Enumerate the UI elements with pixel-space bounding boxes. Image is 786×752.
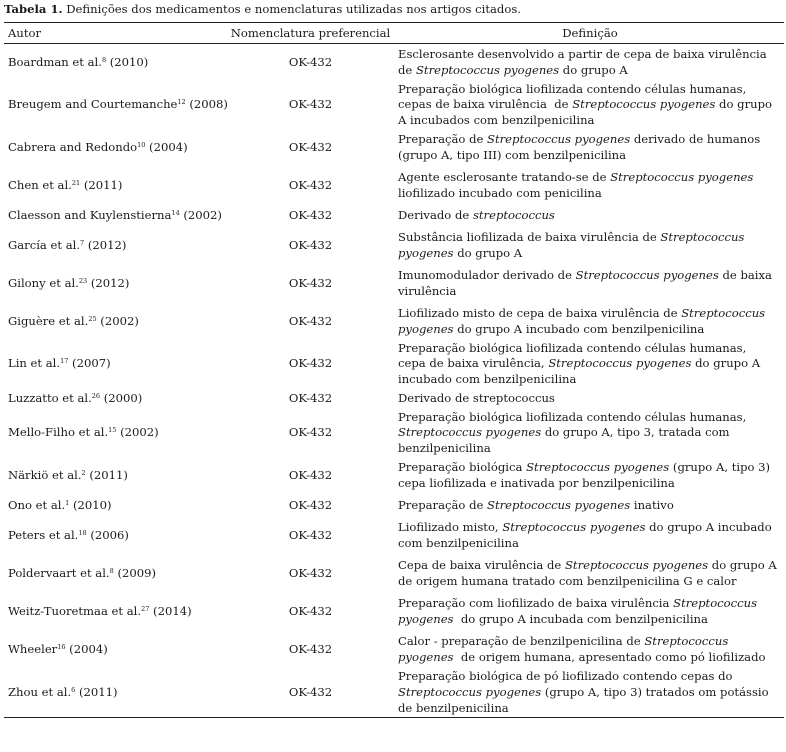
- reference-number: 7: [80, 238, 85, 247]
- autor-name: Claesson and Kuylenstierna: [8, 207, 172, 222]
- definition-text: Liofilizado misto,: [398, 519, 503, 534]
- definition-line: [398, 322, 776, 338]
- definition-text: Preparação biológica liofilizada contendo células humanas,: [398, 409, 747, 424]
- definition-text: cepa liofilizada e inativada por benzilpenicilina: [398, 475, 675, 490]
- definition-line: [398, 113, 776, 129]
- reference-number: 10: [137, 140, 146, 149]
- cell-definicao: [396, 44, 784, 82]
- definition-line: [398, 356, 776, 372]
- definition-text: de benzilpenicilina: [398, 700, 509, 715]
- autor-year: (2009): [113, 565, 157, 580]
- definition-line: [398, 410, 776, 426]
- table-caption-label: Tabela 1.: [4, 2, 63, 16]
- autor-year: (2011): [80, 177, 123, 192]
- definition-text: Preparação biológica: [398, 459, 527, 474]
- autor-name: Giguère et al.: [8, 313, 89, 328]
- definition-text: Preparação de: [398, 131, 488, 146]
- reference-number: 2: [81, 468, 86, 477]
- cell-definicao: [396, 388, 784, 410]
- species-name: Streptococcus: [660, 229, 745, 244]
- reference-number: 21: [71, 178, 81, 187]
- definition-text: virulência: [398, 283, 457, 298]
- cell-autor: [4, 129, 225, 167]
- definition-line: [398, 170, 776, 186]
- cell-nomenclatura: OK-432: [288, 390, 333, 405]
- species-name: Streptococcus: [681, 305, 766, 320]
- definition-text: do grupo A: [708, 557, 777, 572]
- species-name: Streptococcus pyogenes: [610, 169, 754, 184]
- reference-number: 8: [109, 566, 114, 575]
- species-name: Streptococcus pyogenes: [502, 519, 646, 534]
- cell-nomenclatura: OK-432: [288, 603, 333, 618]
- autor-name: Ono et al.: [8, 497, 66, 512]
- cell-autor: [4, 631, 225, 669]
- definition-text: de: [398, 62, 416, 77]
- cell-autor: [4, 227, 225, 265]
- table-row: [4, 341, 784, 388]
- cell-autor: [4, 388, 225, 410]
- cell-definicao: [396, 82, 784, 129]
- definition-line: [398, 230, 776, 246]
- cell-definicao: [396, 517, 784, 555]
- autor-name: Peters et al.: [8, 527, 79, 542]
- autor-year: (2011): [75, 684, 118, 699]
- definition-line: [398, 391, 776, 407]
- definition-text: A incubados com benzilpenicilina: [398, 112, 595, 127]
- cell-definicao: [396, 631, 784, 669]
- species-name: Streptococcus pyogenes: [548, 356, 692, 371]
- table-row: [4, 555, 784, 593]
- species-name: Streptococcus pyogenes: [575, 267, 719, 282]
- definition-line: [398, 685, 776, 701]
- definition-line: [398, 268, 776, 284]
- cell-autor: [4, 593, 225, 631]
- definition-text: do grupo: [715, 97, 772, 112]
- reference-number: 8: [101, 55, 107, 64]
- definition-line: [398, 498, 776, 514]
- reference-number: 14: [171, 208, 180, 217]
- cell-autor: [4, 457, 225, 495]
- definition-line: [398, 97, 776, 113]
- cell-nomenclatura: OK-432: [288, 313, 333, 328]
- table-row: [4, 44, 784, 82]
- cell-definicao: [396, 129, 784, 167]
- definition-text: Preparação com liofilizado de baixa virulência: [398, 595, 674, 610]
- definition-line: [398, 208, 776, 224]
- definition-text: do grupo A incubada com benzilpenicilina: [453, 611, 708, 626]
- reference-number: 16: [57, 642, 66, 651]
- definition-line: [398, 372, 776, 388]
- cell-nomenclatura: OK-432: [288, 527, 333, 542]
- autor-name: Poldervaart et al.: [8, 565, 110, 580]
- autor-name: Luzzatto et al.: [8, 390, 92, 405]
- table-row: [4, 593, 784, 631]
- autor-name: Mello-Filho et al.: [8, 425, 109, 440]
- definition-text: cepa de baixa virulência,: [398, 356, 549, 371]
- definition-text: Derivado de: [398, 207, 473, 222]
- table-row: [4, 517, 784, 555]
- cell-autor: [4, 495, 225, 517]
- definition-text: do grupo A: [453, 245, 523, 260]
- definition-line: [398, 132, 776, 148]
- autor-year: (2002): [116, 425, 159, 440]
- definition-line: [398, 341, 776, 357]
- cell-nomenclatura: OK-432: [288, 207, 333, 222]
- definition-text: inativo: [630, 497, 674, 512]
- definition-line: [398, 148, 776, 164]
- cell-definicao: [396, 593, 784, 631]
- definition-line: [398, 520, 776, 536]
- definition-line: [398, 82, 776, 98]
- definition-line: [398, 669, 776, 685]
- reference-number: 12: [177, 98, 186, 107]
- definition-text: (grupo A, tipo 3) tratados om potássio: [541, 684, 769, 699]
- cell-nomenclatura: OK-432: [288, 54, 333, 69]
- autor-year: (2004): [65, 641, 108, 656]
- definition-line: [398, 536, 776, 552]
- autor-year: (2011): [85, 467, 128, 482]
- definition-text: Esclerosante desenvolvido a partir de cepa de baixa virulência: [398, 47, 767, 62]
- definition-line: [398, 441, 776, 457]
- table-row: [4, 129, 784, 167]
- cell-nomenclatura: OK-432: [288, 275, 333, 290]
- table-row: [4, 457, 784, 495]
- table-row: [4, 303, 784, 341]
- definition-line: [398, 596, 776, 612]
- autor-year: (2004): [145, 139, 188, 154]
- definition-text: de baixa: [718, 267, 772, 282]
- autor-year: (2000): [100, 390, 143, 405]
- cell-definicao: [396, 495, 784, 517]
- cell-nomenclatura: OK-432: [288, 139, 333, 154]
- autor-year: (2002): [96, 313, 139, 328]
- definition-line: [398, 63, 776, 79]
- definition-text: (grupo A, tipo 3): [669, 459, 771, 474]
- species-name: Streptococcus: [644, 633, 729, 648]
- autor-year: (2012): [87, 275, 130, 290]
- cell-nomenclatura: OK-432: [225, 669, 396, 718]
- reference-number: 17: [60, 357, 69, 366]
- definition-text: Substância liofilizada de baixa virulência de: [398, 229, 661, 244]
- reference-number: 1: [65, 498, 70, 507]
- reference-number: 27: [141, 604, 150, 613]
- cell-definicao: [396, 205, 784, 227]
- cell-definicao: [396, 167, 784, 205]
- autor-name: Gilony et al.: [8, 275, 79, 290]
- cell-autor: [4, 410, 225, 457]
- table-row: [4, 82, 784, 129]
- cell-nomenclatura: OK-432: [288, 565, 333, 580]
- definition-line: [398, 284, 776, 300]
- species-name: Streptococcus pyogenes: [487, 131, 631, 146]
- table-caption-text: Definições dos medicamentos e nomenclaturas utilizadas nos artigos citados.: [62, 2, 521, 16]
- definition-text: Agente esclerosante tratando-se de: [398, 169, 611, 184]
- species-name: Streptococcus pyogenes: [564, 557, 709, 572]
- autor-year: (2014): [149, 603, 192, 618]
- cell-autor: [4, 167, 225, 205]
- cell-nomenclatura: OK-432: [288, 425, 333, 440]
- autor-name: Chen et al.: [8, 177, 72, 192]
- species-name: Streptococcus pyogenes: [398, 684, 542, 699]
- definition-text: de origem humana, apresentado como pó liofilizado: [453, 649, 766, 664]
- definition-line: [398, 701, 776, 717]
- autor-name: Zhou et al.: [8, 684, 72, 699]
- autor-name: García et al.: [8, 237, 81, 252]
- definition-line: [398, 558, 776, 574]
- autor-year: (2010): [69, 497, 112, 512]
- cell-autor: [4, 44, 225, 82]
- definition-text: derivado de humanos: [630, 131, 761, 146]
- cell-nomenclatura: OK-432: [288, 467, 333, 482]
- definition-line: [398, 186, 776, 202]
- cell-autor: [4, 669, 225, 718]
- reference-number: 15: [108, 426, 117, 435]
- cell-definicao: [396, 341, 784, 388]
- definition-text: do grupo A: [691, 356, 761, 371]
- cell-definicao: [396, 227, 784, 265]
- definition-line: [398, 574, 776, 590]
- header-definicao: Definição: [396, 23, 784, 44]
- cell-definicao: [396, 410, 784, 457]
- cell-autor: [4, 341, 225, 388]
- autor-year: (2007): [68, 356, 111, 371]
- autor-year: (2010): [106, 54, 149, 69]
- definition-line: [398, 47, 776, 63]
- definition-line: [398, 246, 776, 262]
- species-name: pyogenes: [398, 321, 454, 336]
- table-row: [4, 495, 784, 517]
- definition-line: [398, 650, 776, 666]
- cell-definicao: [396, 669, 784, 718]
- cell-nomenclatura: OK-432: [288, 497, 333, 512]
- cell-definicao: [396, 303, 784, 341]
- definition-line: [398, 425, 776, 441]
- cell-autor: [4, 265, 225, 303]
- species-name: Streptococcus pyogenes: [398, 425, 542, 440]
- definition-text: de origem humana tratado com benzilpenicilina G e calor: [398, 573, 737, 588]
- header-row: [4, 23, 784, 44]
- definition-text: do grupo A: [559, 62, 628, 77]
- definition-text: benzilpenicilina: [398, 440, 491, 455]
- reference-number: 26: [91, 391, 101, 400]
- autor-year: (2008): [185, 97, 228, 112]
- definition-text: Calor - preparação de benzilpenicilina de: [398, 633, 645, 648]
- autor-name: Boardman et al.: [8, 54, 102, 69]
- reference-number: 6: [71, 685, 76, 694]
- cell-autor: [4, 517, 225, 555]
- species-name: Streptococcus pyogenes: [487, 497, 631, 512]
- species-name: Streptococcus pyogenes: [572, 97, 716, 112]
- definition-text: cepas de baixa virulência de: [398, 97, 573, 112]
- autor-name: Wheeler: [8, 641, 58, 656]
- species-name: pyogenes: [398, 245, 454, 260]
- table-row: [4, 167, 784, 205]
- definition-text: Liofilizado misto de cepa de baixa virulência de: [398, 305, 682, 320]
- cell-definicao: [396, 555, 784, 593]
- reference-number: 25: [88, 314, 97, 323]
- autor-name: Närkiö et al.: [8, 467, 82, 482]
- table-row: [4, 410, 784, 457]
- definition-text: do grupo A incubado com benzilpenicilina: [453, 321, 705, 336]
- reference-number: 23: [78, 276, 88, 285]
- definition-line: [398, 306, 776, 322]
- definition-line: [398, 612, 776, 628]
- definition-text: do grupo A incubado: [645, 519, 772, 534]
- autor-name: Cabrera and Redondo: [8, 139, 138, 154]
- definition-text: Derivado de streptococcus: [398, 390, 555, 405]
- cell-nomenclatura: OK-432: [288, 177, 333, 192]
- species-name: pyogenes: [398, 611, 454, 626]
- definition-text: Preparação biológica de pó liofilizado contendo cepas do: [398, 669, 733, 684]
- table-body: [4, 44, 784, 718]
- table-row: [4, 388, 784, 410]
- definition-text: Preparação de: [398, 497, 488, 512]
- cell-autor: [4, 82, 228, 129]
- table-row: [4, 631, 784, 669]
- table-row: [4, 669, 784, 718]
- definition-line: [398, 634, 776, 650]
- medication-table: [4, 22, 784, 718]
- definition-line: [398, 460, 776, 476]
- reference-number: 18: [78, 528, 87, 537]
- cell-autor: [4, 303, 225, 341]
- definition-text: com benzilpenicilina: [398, 535, 519, 550]
- table-header: [4, 23, 784, 44]
- autor-name: Breugem and Courtemanche: [8, 97, 178, 112]
- autor-name: Weitz-Tuoretmaa et al.: [8, 603, 142, 618]
- cell-definicao: [396, 457, 784, 495]
- cell-autor: [4, 205, 225, 227]
- definition-text: Cepa de baixa virulência de: [398, 557, 565, 572]
- cell-definicao: [396, 265, 784, 303]
- autor-name: Lin et al.: [8, 356, 61, 371]
- species-name: streptococcus: [472, 207, 555, 222]
- species-name: pyogenes: [398, 649, 454, 664]
- definition-text: liofilizado incubado com penicilina: [398, 185, 602, 200]
- header-nomenclatura: Nomenclatura preferencial: [225, 23, 396, 44]
- autor-year: (2002): [179, 207, 222, 222]
- autor-year: (2012): [84, 237, 127, 252]
- autor-year: (2006): [86, 527, 129, 542]
- species-name: Streptococcus pyogenes: [526, 459, 670, 474]
- table-row: [4, 265, 784, 303]
- table-caption: [4, 2, 521, 16]
- definition-text: (grupo A, tipo III) com benzilpenicilina: [398, 147, 627, 162]
- definition-text: Imunomodulador derivado de: [398, 267, 576, 282]
- species-name: Streptococcus pyogenes: [415, 62, 560, 77]
- definition-text: incubado com benzilpenicilina: [398, 371, 577, 386]
- table-row: [4, 227, 784, 265]
- definition-text: Preparação biológica liofilizada contendo células humanas,: [398, 81, 747, 96]
- definition-line: [398, 476, 776, 492]
- cell-autor: [4, 555, 225, 593]
- table-row: [4, 205, 784, 227]
- cell-nomenclatura: OK-432: [288, 356, 333, 371]
- cell-nomenclatura: OK-432: [288, 641, 333, 656]
- header-autor: Autor: [4, 23, 225, 44]
- cell-nomenclatura: OK-432: [288, 97, 333, 112]
- definition-text: do grupo A, tipo 3, tratada com: [541, 425, 730, 440]
- definition-text: Preparação biológica liofilizada contendo células humanas,: [398, 340, 747, 355]
- species-name: Streptococcus: [673, 595, 758, 610]
- cell-nomenclatura: OK-432: [288, 237, 333, 252]
